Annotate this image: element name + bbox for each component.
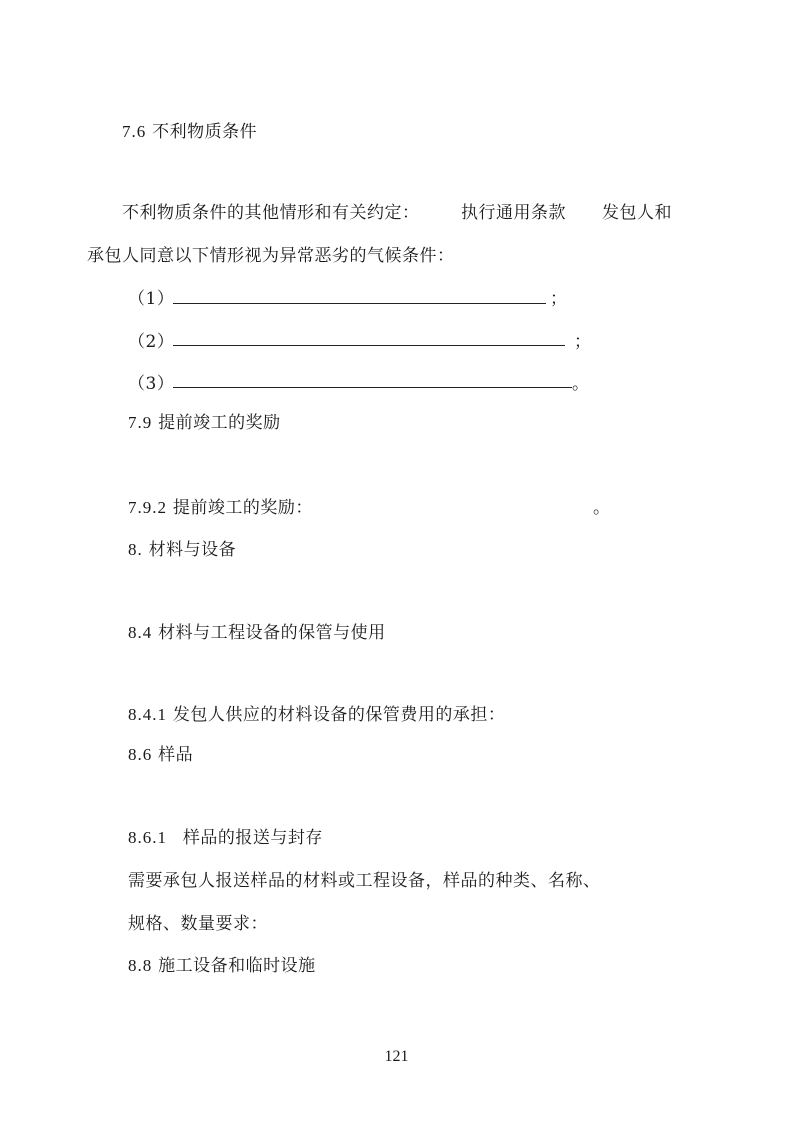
heading-8-6-1: [128, 827, 323, 849]
section-number: 7.6: [122, 122, 147, 141]
paragraph-text: 不利物质条件的其他情形和有关约定：: [122, 203, 420, 223]
section-title: 材料与设备: [148, 540, 237, 560]
section-title: 材料与工程设备的保管与使用: [158, 623, 386, 643]
section-number: 8.: [128, 540, 143, 559]
fill-in-blank[interactable]: [173, 345, 565, 346]
list-item-label: （2）: [128, 332, 175, 352]
section-number: 8.4: [128, 623, 153, 642]
fill-in-blank[interactable]: [173, 303, 546, 304]
section-number: 7.9: [128, 413, 153, 432]
section-title: 提前竣工的奖励：: [172, 498, 313, 518]
line-end: 。: [593, 498, 611, 518]
heading-8-4-1: [128, 704, 505, 726]
list-item-end: ；: [574, 332, 592, 352]
paragraph-line: 承包人同意以下情形视为异常恶劣的气候条件：: [87, 246, 455, 266]
heading-7-9-2: [128, 497, 313, 519]
heading-7-9: [128, 412, 281, 434]
heading-8-6: [128, 744, 193, 766]
list-item-label: （3）: [128, 374, 175, 394]
section-title: 发包人供应的材料设备的保管费用的承担：: [172, 705, 506, 725]
paragraph-line: 需要承包人报送样品的材料或工程设备，样品的种类、名称、: [128, 871, 601, 891]
paragraph-line: 规格、数量要求：: [128, 914, 268, 934]
heading-8-8: [128, 955, 316, 977]
section-number: 8.4.1: [128, 705, 167, 724]
section-title: 样品: [158, 745, 194, 765]
option-text: 发包人和: [602, 203, 672, 223]
paragraph-line: [122, 202, 420, 224]
fill-in-blank[interactable]: [173, 387, 572, 388]
section-title: 施工设备和临时设施: [158, 956, 316, 976]
list-item-end: 。: [572, 374, 590, 394]
list-item-end: ；: [550, 289, 568, 309]
heading-8-4: [128, 622, 386, 644]
section-number: 8.6: [128, 745, 153, 764]
section-title: 不利物质条件: [152, 122, 258, 142]
list-item-label: （1）: [128, 289, 175, 309]
section-number: 8.6.1: [128, 828, 167, 847]
section-number: 8.8: [128, 956, 153, 975]
section-number: 7.9.2: [128, 498, 167, 517]
heading-8: [128, 539, 236, 561]
option-text: 执行通用条款: [461, 203, 566, 223]
section-title: 样品的报送与封存: [182, 828, 323, 848]
heading-7-6: [122, 121, 257, 143]
section-title: 提前竣工的奖励: [158, 413, 281, 433]
page-number: 121: [384, 1048, 409, 1065]
